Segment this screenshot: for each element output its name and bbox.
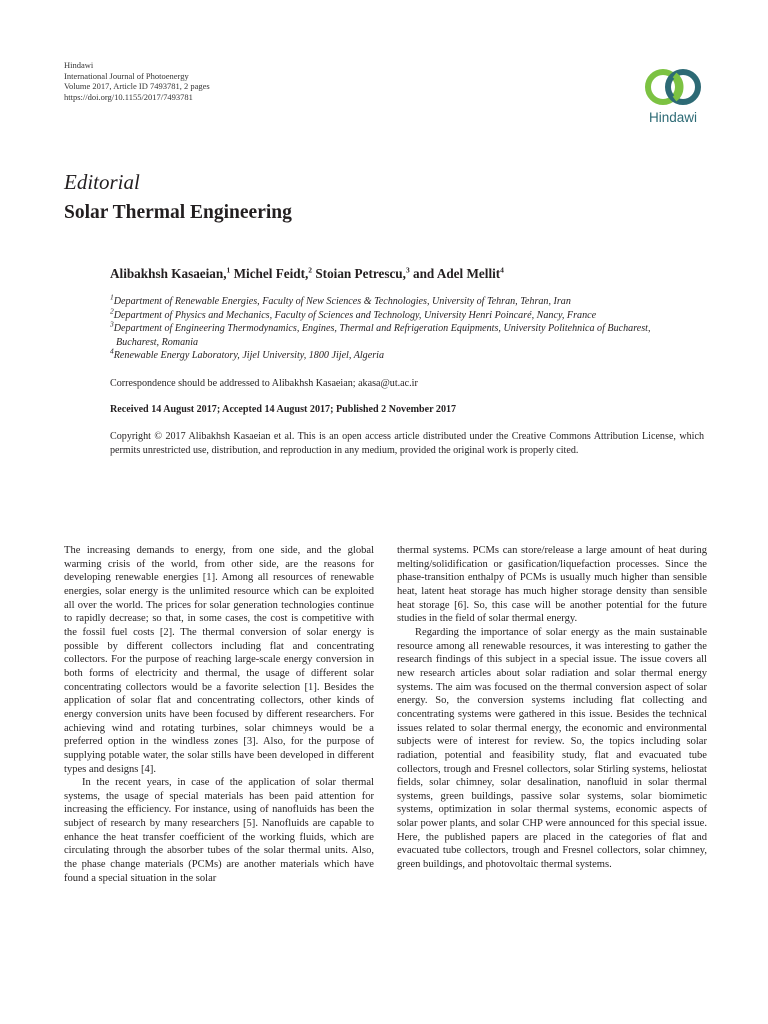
affiliation-text: Department of Engineering Thermodynamics, Engines, Thermal and Refrigeration Equipments, University Politehnica of Bucharest, (113, 323, 651, 335)
affiliation-list (110, 292, 710, 363)
author-name: Alibakhsh Kasaeian, (110, 266, 227, 281)
author-affil-marker: 1 (226, 265, 231, 275)
logo-wordmark: Hindawi (648, 110, 698, 125)
author-name: Stoian Petrescu, (312, 266, 406, 281)
hindawi-logo (634, 66, 712, 126)
affiliation-marker: 3 (110, 319, 114, 329)
body-paragraph: thermal systems. PCMs can store/release a large amount of heat during melting/solidification or gasification/liquefaction processes. Since the phase-transition enthalpy of PCMs is usually much higher than sensible heat, latent heat storage has much higher storage density than sensible heat storage [6]. So, this case will be another potential for the future studies in the field of solar thermal energy. (397, 545, 707, 625)
affiliation-text: Department of Renewable Energies, Faculty of New Sciences & Technologies, University of Tehran, Tehran, Iran (113, 296, 571, 307)
body-column-right (397, 544, 707, 872)
article-type: Editorial (64, 170, 140, 194)
affiliation (110, 292, 710, 309)
correspondence-line: Correspondence should be addressed to Alibakhsh Kasaeian; akasa@ut.ac.ir (110, 378, 418, 389)
copyright-notice: Copyright © 2017 Alibakhsh Kasaeian et al. This is an open access article distributed under the Creative Commons Attribution License, which permits unrestricted use, distribution, and reproduction in any medium, provided the original work is properly cited. (110, 431, 704, 456)
author-affil-marker: 4 (500, 265, 504, 275)
publisher-name: Hindawi (64, 60, 94, 70)
journal-name: International Journal of Photoenergy (64, 70, 189, 81)
body-paragraph: The increasing demands to energy, from one side, and the global warming crisis of the world, from other side, are the reasons for developing renewable energies [1]. Among all resources of renewable energies, solar energy is the unlimited resource which can be exploited all over the world. The prices for solar generation technologies continue to rapidly decrease; so that, in some cases, the cost is competitive with the fossil fuel costs [2]. The thermal conversion of solar energy is possible by different collectors including flat and concentrating collectors. For the purpose of reaching large-scale energy conversion in both forms of electricity and thermal, the usage of different solar concentrating collectors would be a favorite selection [1]. Besides the application of solar flat and concentrating collectors, other kinds of energy conversion units have been focused by different researchers. For achieving wind and rotating turbines, solar chimneys would be a preferred option in the windless zones [3]. Also, for the purpose of supplying potable water, the solar stills have been developed in different types and designs [4]. (64, 545, 374, 775)
journal-header (64, 60, 210, 102)
affiliation (110, 306, 710, 323)
affiliation-continuation: Bucharest, Romania (116, 336, 199, 348)
body-paragraph: In the recent years, in case of the application of solar thermal systems, the usage of special materials has been paid attention for increasing the efficiency. For instance, using of nanofluids has been the subject of research by many researchers [5]. Nanofluids are capable to enhance the heat transfer coefficient of the working fluids, which are circulating through the absorber tubes of the solar thermal units. Also, the phase change materials (PCMs) are another materials which have found a special situation in the solar (64, 777, 374, 884)
affiliation-text: Renewable Energy Laboratory, Jijel University, 1800 Jijel, Algeria (113, 350, 384, 362)
affiliation-marker: 4 (110, 347, 114, 357)
doi-link[interactable]: https://doi.org/10.1155/2017/7493781 (64, 91, 193, 102)
publication-dates: Received 14 August 2017; Accepted 14 August 2017; Published 2 November 2017 (110, 404, 457, 415)
body-column-left (64, 544, 374, 885)
affiliation (110, 319, 710, 336)
hindawi-logo-icon (639, 66, 707, 108)
affiliation (110, 349, 710, 363)
affiliation-marker: 2 (110, 306, 114, 316)
affiliation-marker: 1 (110, 292, 114, 302)
volume-info: Volume 2017, Article ID 7493781, 2 pages (64, 81, 210, 91)
author-affil-marker: 3 (405, 265, 410, 275)
author-name: Michel Feidt, (230, 266, 309, 281)
author-list (110, 266, 504, 282)
author-affil-marker: 2 (308, 265, 313, 275)
affiliation-text: Department of Physics and Mechanics, Faculty of Sciences and Technology, University Henri Poincaré, Nancy, France (113, 309, 597, 321)
body-paragraph: Regarding the importance of solar energy as the main sustainable resource among all renewable resources, it was interesting to gather the research findings of this subject in a special issue. The issue covers all new research articles about solar radiation and solar thermal energy systems. The aim was focused on the thermal conversion aspect of solar energy. So, the conversion systems including flat collecting and concentrating systems were gathered in this issue. Besides the technical issues related to solar thermal energy, the economic and environmental subjects were of interest for review. So, the topics including solar radiation, potential and feasibility study, flat and evacuated tube collectors, trough and Fresnel collectors, solar Stirling systems, heliostat fields, solar chimney, solar desalination, nanofluid in solar thermal systems, green buildings, passive solar systems, solar biomimetic systems, optimization in solar thermal systems, economic aspects of solar power plants, and solar CHP were announced for this special issue. Here, the published papers are placed in the categories of flat and evacuated tube collectors, trough and Fresnel collectors, solar chimney, green buildings, and photovoltaic thermal systems. (397, 626, 707, 871)
author-name: and Adel Mellit (409, 266, 501, 281)
article-title: Solar Thermal Engineering (64, 202, 292, 223)
